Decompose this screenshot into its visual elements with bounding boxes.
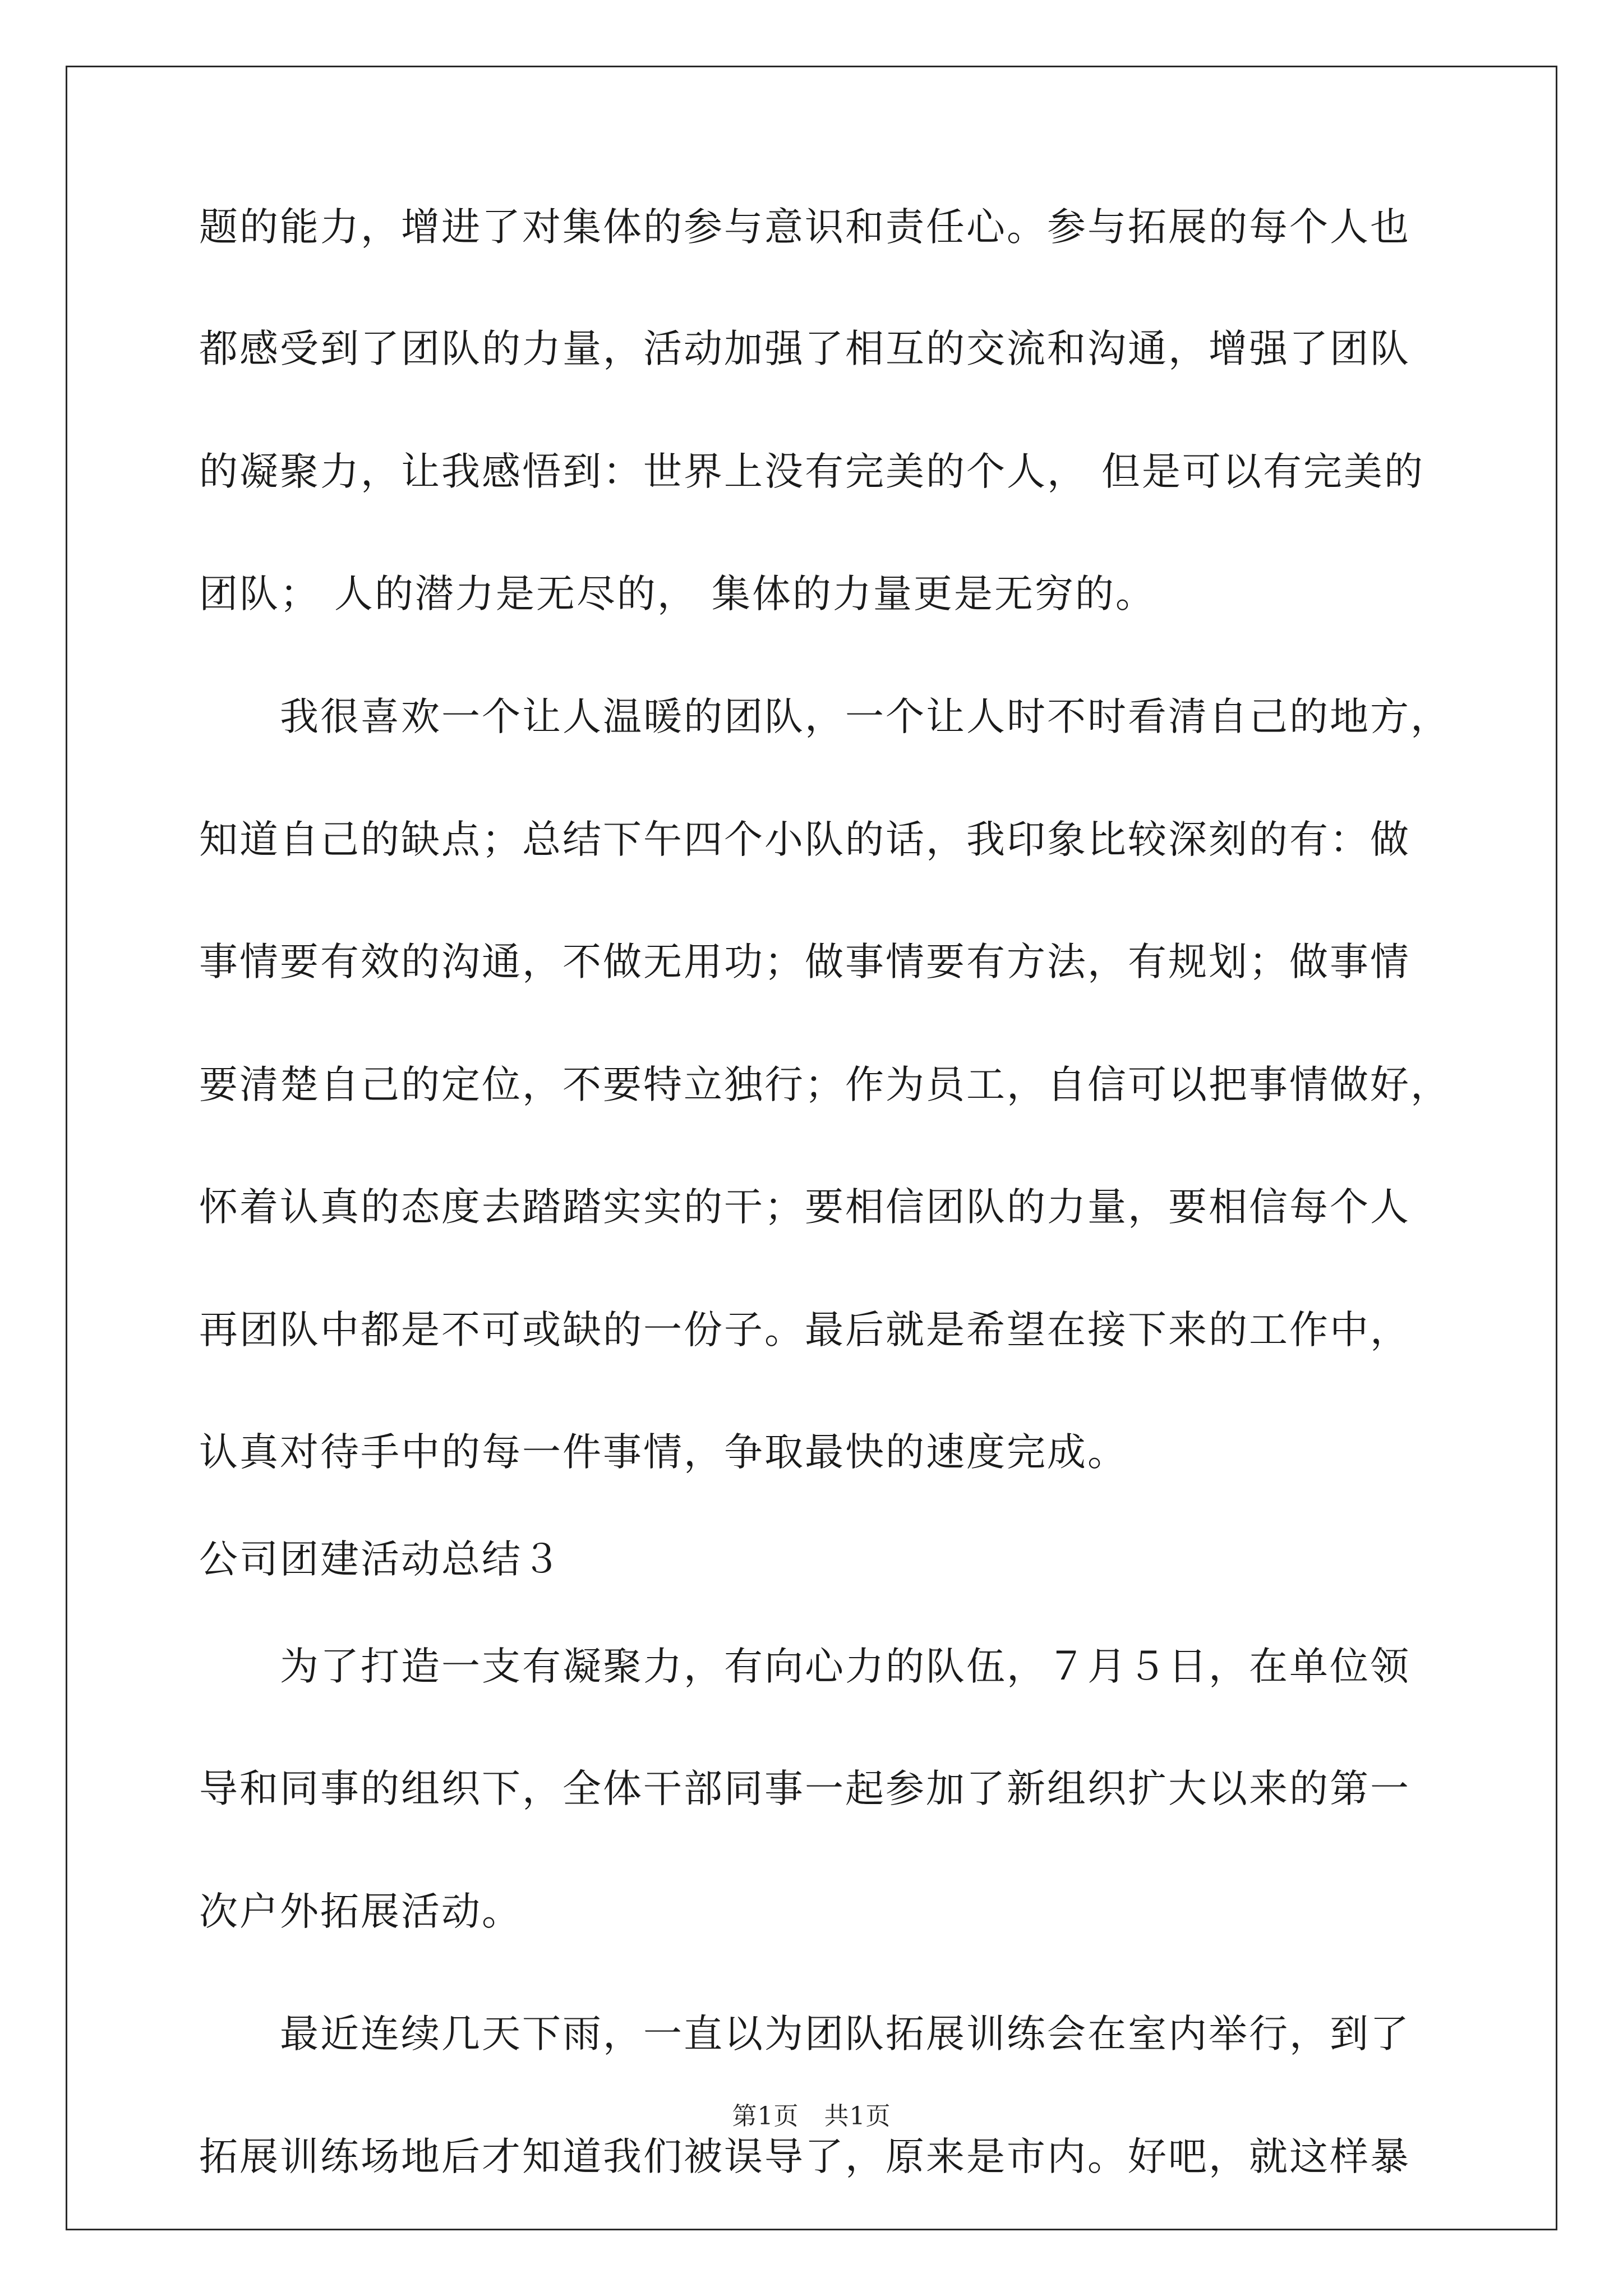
text-line: 都感受到了团队的力量，活动加强了相互的交流和沟通，增强了团队 — [199, 326, 1410, 371]
paragraph-start: 为了打造一支有凝聚力，有向心力的队伍，７月５日，在单位领 — [199, 1644, 1410, 1689]
text-line: 的凝聚力，让我感悟到：世界上没有完美的个人， 但是可以有完美的 — [199, 449, 1424, 494]
text-line: 事情要有效的沟通，不做无用功；做事情要有方法，有规划；做事情 — [199, 940, 1410, 984]
paragraph-start: 最近连续几天下雨，一直以为团队拓展训练会在室内举行，到了 — [199, 2012, 1410, 2056]
text-line: 题的能力，增进了对集体的参与意识和责任心。参与拓展的每个人也 — [199, 205, 1410, 250]
text-line: 知道自己的缺点；总结下午四个小队的话，我印象比较深刻的有：做 — [199, 817, 1410, 862]
text-line: 次户外拓展活动。 — [199, 1889, 522, 1934]
text-line: 再团队中都是不可或缺的一份子。最后就是希望在接下来的工作中， — [199, 1308, 1410, 1352]
text-line: 认真对待手中的每一件事情，争取最快的速度完成。 — [199, 1430, 1128, 1475]
text-line: 团队； 人的潜力是无尽的， 集体的力量更是无穷的。 — [199, 572, 1156, 616]
section-heading: 公司团建活动总结３ — [199, 1537, 562, 1582]
paragraph-start: 我很喜欢一个让人温暖的团队，一个让人时不时看清自己的地方， — [199, 694, 1451, 739]
text-line: 怀着认真的态度去踏踏实实的干；要相信团队的力量，要相信每个人 — [199, 1185, 1410, 1230]
text-line: 拓展训练场地后才知道我们被误导了，原来是市内。好吧，就这样暴 — [199, 2134, 1410, 2179]
text-line: 导和同事的组织下，全体干部同事一起参加了新组织扩大以来的第一 — [199, 1766, 1410, 1811]
page-number: 第1页 共1页 — [732, 2102, 891, 2131]
text-line: 要清楚自己的定位，不要特立独行；作为员工，自信可以把事情做好， — [199, 1062, 1451, 1107]
